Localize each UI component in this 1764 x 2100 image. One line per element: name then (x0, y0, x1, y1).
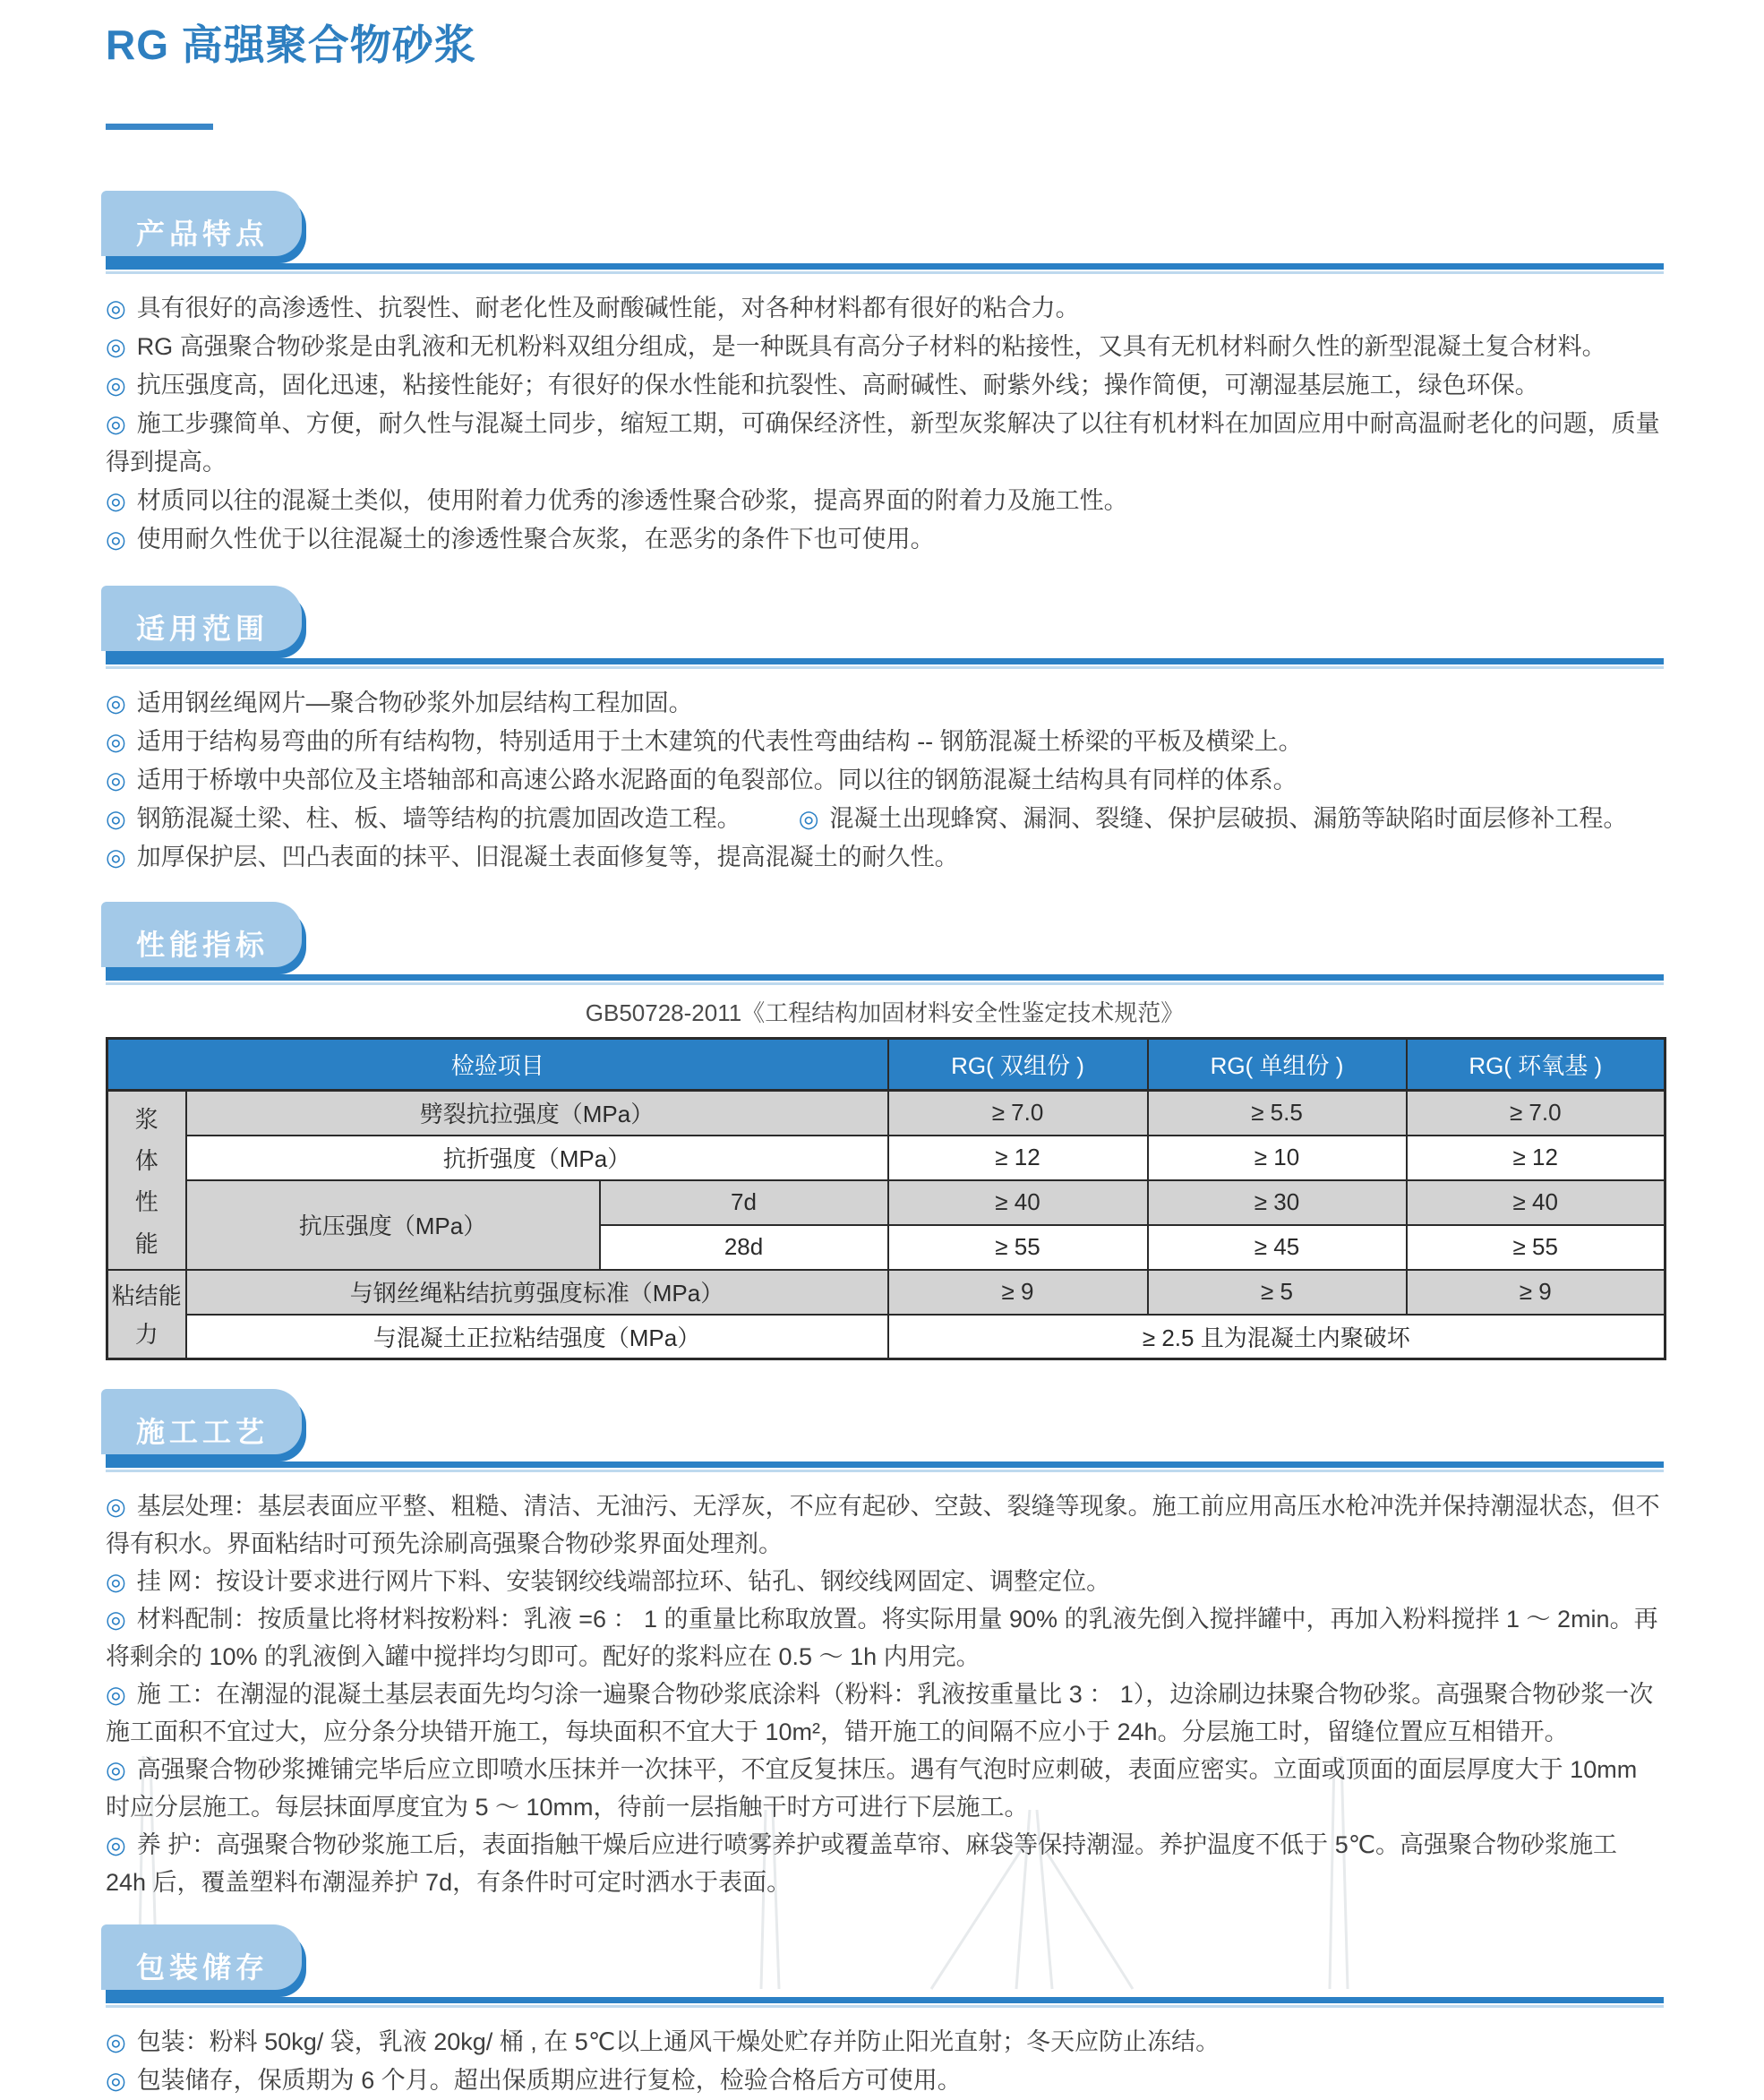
list-item (106, 723, 1664, 761)
bullet-icon: ◎ (106, 295, 126, 321)
list-item-text: 适用钢丝绳网片—聚合物砂浆外加层结构工程加固。 (136, 690, 693, 716)
section-features (106, 198, 1664, 559)
table-cell-item: 抗压强度（MPa） (186, 1180, 600, 1270)
section-process (106, 1396, 1664, 1901)
list-item-text: 基层处理：基层表面应平整、粗糙、清洁、无油污、无浮灰，不应有起砂、空鼓、裂缝等现象。施工前应用高压水枪冲洗并保持潮湿状态，但不得有积水。界面粘结时可预先涂刷高强聚合物砂浆界面处理剂。 (106, 1493, 1660, 1557)
table-row (107, 1136, 1666, 1180)
section-packaging-header (106, 1932, 1664, 2003)
section-badge (106, 198, 306, 263)
table-cell-value: ≥ 9 (888, 1270, 1148, 1315)
list-item-text: 适用于结构易弯曲的所有结构物，特别适用于土木建筑的代表性弯曲结构 -- 钢筋混凝土桥梁的平板及横梁上。 (136, 728, 1303, 755)
table-row (107, 1315, 1666, 1359)
table-cell-value: ≥ 40 (1407, 1180, 1666, 1225)
section-badge (106, 1932, 306, 1997)
list-item-text: 钢筋混凝土梁、柱、板、墙等结构的抗震加固改造工程。 (136, 805, 741, 832)
bullet-icon: ◎ (106, 1831, 126, 1858)
bullet-icon: ◎ (106, 410, 126, 437)
table-header-row (107, 1039, 1666, 1091)
table-cell-value: ≥ 45 (1148, 1225, 1407, 1270)
table-cell-value: ≥ 55 (1407, 1225, 1666, 1270)
table-cell-value: ≥ 5.5 (1148, 1091, 1407, 1136)
table-cell-item: 抗折强度（MPa） (186, 1136, 888, 1180)
list-item-text: 适用于桥墩中央部位及主塔轴部和高速公路水泥路面的龟裂部位。同以往的钢筋混凝土结构具有同样的体系。 (136, 767, 1297, 793)
section-packaging (106, 1932, 1664, 2100)
list-item (106, 366, 1664, 405)
bullet-icon: ◎ (106, 1681, 126, 1708)
list-item-text: 具有很好的高渗透性、抗裂性、耐老化性及耐酸碱性能，对各种材料都有很好的粘合力。 (136, 295, 1080, 321)
table-row (107, 1180, 1666, 1225)
table-cell-value: ≥ 7.0 (888, 1091, 1148, 1136)
section-badge-label: 产品特点 (136, 218, 270, 250)
bullet-icon: ◎ (106, 728, 126, 755)
list-item-text: 施工步骤简单、方便，耐久性与混凝土同步，缩短工期，可确保经济性，新型灰浆解决了以往有机材料在加固应用中耐高温耐老化的问题，质量得到提高。 (106, 410, 1660, 476)
bullet-icon: ◎ (106, 690, 126, 716)
list-item (106, 1600, 1664, 1676)
list-item-text: 挂 网：按设计要求进行网片下料、安装钢绞线端部拉环、钻孔、钢绞线网固定、调整定位。 (136, 1568, 1111, 1595)
bullet-icon: ◎ (106, 1756, 126, 1783)
section-badge (106, 909, 306, 974)
table-row (107, 1091, 1666, 1136)
section-process-header (106, 1396, 1664, 1468)
bullet-icon: ◎ (798, 805, 819, 832)
list-item (106, 838, 1664, 877)
bullet-icon: ◎ (106, 844, 126, 870)
row-group-label (107, 1091, 186, 1270)
process-bullet-list (106, 1480, 1664, 1901)
bullet-icon: ◎ (106, 487, 126, 514)
list-item-text: 养 护：高强聚合物砂浆施工后，表面指触干燥后应进行喷雾养护或覆盖草帘、麻袋等保持潮湿。养护温度不低于 5℃。高强聚合物砂浆施工 24h 后，覆盖塑料布潮湿养护 7d，有条件时可定时洒水于表面。 (106, 1831, 1618, 1896)
packaging-bullet-list (106, 2016, 1664, 2100)
list-item (106, 289, 1664, 328)
list-item (106, 1751, 1664, 1826)
table-cell-value: ≥ 10 (1148, 1136, 1407, 1180)
bullet-icon: ◎ (106, 805, 126, 832)
bullet-icon: ◎ (106, 767, 126, 793)
list-item-text: 施 工：在潮湿的混凝土基层表面先均匀涂一遍聚合物砂浆底涂料（粉料：乳液按重量比 3 ： 1），边涂刷边抹聚合物砂浆。高强聚合物砂浆一次施工面积不宜过大，应分条分块错开施工，每块面积不宜大于 10m²，错开施工的间隔不应小于 24h。分层施工时，留缝位置应互相错开。 (106, 1681, 1654, 1745)
list-item-text: 抗压强度高，固化迅速，粘接性能好；有很好的保水性能和抗裂性、高耐碱性、耐紫外线；操作简便，可潮湿基层施工，绿色环保。 (136, 372, 1539, 399)
list-item-text: 包装：粉料 50kg/ 袋，乳液 20kg/ 桶 , 在 5℃以上通风干燥处贮存并防止阳光直射；冬天应防止冻结。 (136, 2028, 1220, 2055)
section-scope (106, 593, 1664, 877)
section-badge (106, 593, 306, 658)
list-item-text: 材料配制：按质量比将材料按粉料：乳液 =6 ： 1 的重量比称取放置。将实际用量 90% 的乳液先倒入搅拌罐中，再加入粉料搅拌 1 ～ 2min。再将剩余的 10% 的乳液倒入罐中搅拌均匀即可。配好的浆料应在 0.5 ～ 1h 内用完。 (106, 1606, 1658, 1670)
bullet-icon: ◎ (106, 1606, 126, 1633)
section-badge-label: 包装储存 (136, 1951, 270, 1984)
list-item (106, 1487, 1664, 1563)
list-item-text: RG 高强聚合物砂浆是由乳液和无机粉料双组分组成，是一种既具有高分子材料的粘接性，又具有无机材料耐久性的新型混凝土复合材料。 (136, 333, 1606, 360)
list-item (106, 2061, 1664, 2100)
table-cell-item: 劈裂抗拉强度（MPa） (186, 1091, 888, 1136)
list-item (106, 1826, 1664, 1901)
row-group-label-text: 粘结能 力 (111, 1282, 182, 1349)
section-performance (106, 909, 1664, 1360)
list-item (106, 405, 1664, 482)
bullet-icon: ◎ (106, 2028, 126, 2055)
list-item (106, 482, 1664, 520)
list-item (106, 2023, 1664, 2061)
column-header: RG( 双组份 ) (888, 1039, 1148, 1091)
title-underline (106, 124, 213, 130)
list-item (106, 684, 1664, 723)
table-cell-value: ≥ 5 (1148, 1270, 1407, 1315)
list-item (106, 1563, 1664, 1600)
table-row (107, 1270, 1666, 1315)
section-scope-header (106, 593, 1664, 664)
table-cell-item: 与混凝土正拉粘结强度（MPa） (186, 1315, 888, 1359)
table-cell-item: 与钢丝绳粘结抗剪强度标准（MPa） (186, 1270, 888, 1315)
bullet-icon: ◎ (106, 1493, 126, 1520)
list-item-text: 材质同以往的混凝土类似，使用附着力优秀的渗透性聚合砂浆，提高界面的附着力及施工性。 (136, 487, 1128, 514)
table-cell-value: ≥ 55 (888, 1225, 1148, 1270)
scope-bullet-list (106, 677, 1664, 877)
section-badge (106, 1396, 306, 1461)
table-cell-value: ≥ 7.0 (1407, 1091, 1666, 1136)
list-item (106, 1676, 1664, 1751)
section-badge-label: 性能指标 (136, 929, 270, 961)
column-header: RG( 单组份 ) (1148, 1039, 1407, 1091)
section-performance-header (106, 909, 1664, 981)
list-item (106, 520, 1664, 559)
performance-table (106, 1037, 1666, 1360)
column-header: 检验项目 (107, 1039, 888, 1091)
list-item-text: 加厚保护层、凹凸表面的抹平、旧混凝土表面修复等，提高混凝土的耐久性。 (136, 844, 959, 870)
bullet-icon: ◎ (106, 333, 126, 360)
bullet-icon: ◎ (106, 2067, 126, 2094)
table-cell-value: ≥ 30 (1148, 1180, 1407, 1225)
list-item-text: 使用耐久性优于以往混凝土的渗透性聚合灰浆，在恶劣的条件下也可使用。 (136, 526, 935, 553)
table-cell-value: ≥ 12 (888, 1136, 1148, 1180)
list-item (106, 328, 1664, 366)
bullet-icon: ◎ (106, 1568, 126, 1595)
table-cell-value-span: ≥ 2.5 且为混凝土内聚破坏 (888, 1315, 1666, 1359)
list-item-text: 混凝土出现蜂窝、漏洞、裂缝、保护层破损、漏筋等缺陷时面层修补工程。 (829, 805, 1628, 832)
section-features-header (106, 198, 1664, 270)
table-cell-value: ≥ 9 (1407, 1270, 1666, 1315)
bullet-icon: ◎ (106, 372, 126, 399)
table-caption: GB50728-2011《工程结构加固材料安全性鉴定技术规范》 (585, 999, 1185, 1026)
table-cell-value: ≥ 12 (1407, 1136, 1666, 1180)
column-header: RG( 环氧基 ) (1407, 1039, 1666, 1091)
row-group-label-text: 浆 体 性 能 (134, 1105, 158, 1257)
list-item (106, 761, 1664, 800)
list-item-text: 包装储存，保质期为 6 个月。超出保质期应进行复检，检验合格后方可使用。 (136, 2067, 962, 2094)
row-group-label (107, 1270, 186, 1359)
table-cell-value: ≥ 40 (888, 1180, 1148, 1225)
list-item-text: 高强聚合物砂浆摊铺完毕后应立即喷水压抹并一次抹平，不宜反复抹压。遇有气泡时应刺破，表面应密实。立面或顶面的面层厚度大于 10mm 时应分层施工。每层抹面厚度宜为 5 ～ 10mm，待前一层指触干时方可进行下层施工。 (106, 1756, 1638, 1821)
section-badge-label: 施工工艺 (136, 1416, 270, 1448)
features-bullet-list (106, 282, 1664, 559)
section-badge-label: 适用范围 (136, 613, 270, 645)
bullet-icon: ◎ (106, 526, 126, 553)
list-item-pair (106, 800, 1664, 838)
page-title: RG 高强聚合物砂浆 (106, 21, 476, 68)
table-cell-subitem: 28d (600, 1225, 888, 1270)
table-cell-subitem: 7d (600, 1180, 888, 1225)
